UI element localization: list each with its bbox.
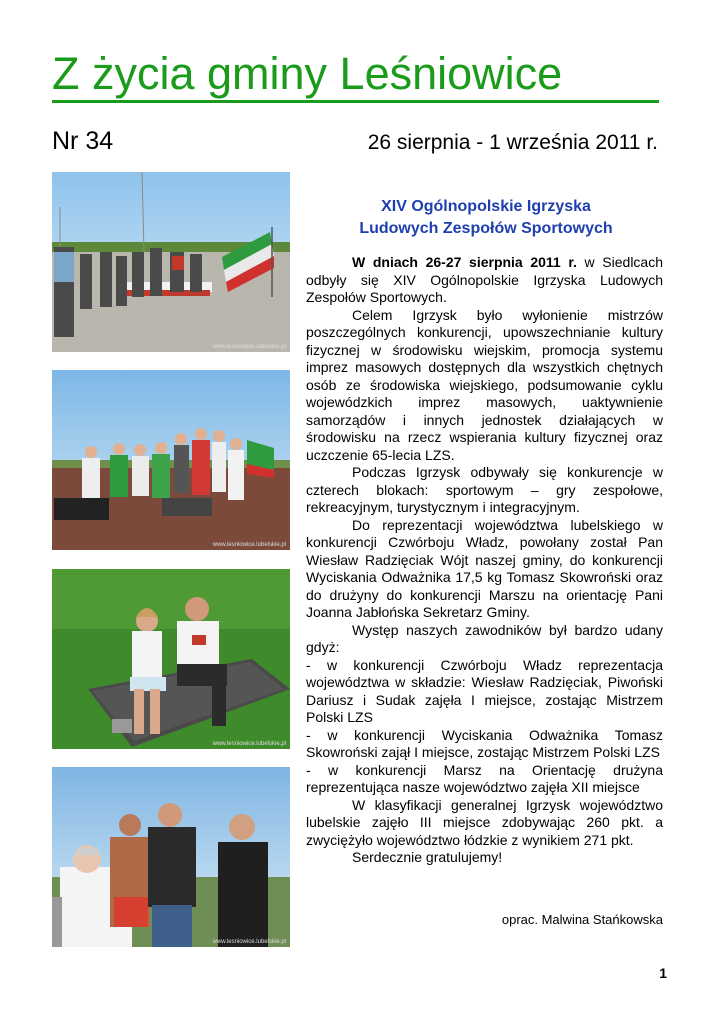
paragraph-representatives: Do reprezentacji województwa lubelskiego w konkurencji Czwórboju Władz, powołany został Pan Wiesław Radzięciak Wójt naszej gminy, do konkurencji Wyciskania Odważnika 17,5 kg Tomasz Skowroński oraz do drużyny do konkurencji Marszu na orientację Pani Joanna Jabłońska Sekretarz Gminy. [306,516,663,620]
paragraph-performance: Występ naszych zawodników był bardzo udany gdyż: [306,621,663,655]
photo-watermark: www.lesniowice.lubelskie.pl [212,741,286,747]
intro-text: w Siedlcach odbyły się XIV Ogólnopolskie Igrzyska Ludowych Zespołów Sportowych. [306,254,663,305]
issue-dates: 26 sierpnia - 1 września 2011 r. [367,131,658,154]
article-body [306,254,663,867]
photo-watermark: www.lesniowice.lubelskie.pl [212,344,286,350]
paragraph-blocks: Podczas Igrzysk odbywały się konkurencje w czterech blokach: sportowym – gry zespołowe, rekreacyjnym, turystycznym i integracyjnym. [306,464,663,515]
photo-award-ceremony [52,172,290,352]
photo-watermark: www.lesniowice.lubelskie.pl [212,939,286,945]
article-title-line-1: XIV Ogólnopolskie Igrzyska [381,198,591,215]
result-item: - w konkurencji Czwórboju Władz reprezentacja województwa w składzie: Wiesław Radzięciak, Piwoński Dariusz i Sudak zajęła I miejsce, zostając Mistrzem Polski LZS [306,656,663,725]
result-item: - w konkurencji Marsz na Orientację drużyna reprezentująca nasze województwo zajęła XII miejsce [306,761,663,795]
title-underline [52,100,659,103]
photo-medal-handshake [52,767,290,947]
article-title [306,196,666,240]
result-item: - w konkurencji Wyciskania Odważnika Tomasz Skowroński zajął I miejsce, zostając Mistrzem Polski LZS [306,726,663,760]
paragraph-congratulations: Serdecznie gratulujemy! [352,849,503,865]
photo-group-men [52,370,290,550]
article-title-line-2: Ludowych Zespołów Sportowych [359,220,613,237]
issue-number: Nr 34 [52,127,114,155]
article-author: oprac. Malwina Stańkowska [501,912,663,927]
newsletter-title: Z życia gminy Leśniowice [52,48,563,99]
article-intro [306,254,663,307]
photo-athletes-on-mat [52,569,290,749]
paragraph-general-classification: W klasyfikacji generalnej Igrzysk województwo lubelskie zajęło III miejsce zdobywając 260 pkt. a zwyciężyło województwo łódzkie z wynikiem 271 pkt. [306,796,663,848]
photo-watermark: www.lesniowice.lubelskie.pl [212,542,286,548]
page-number: 1 [659,965,667,981]
intro-date-bold: W dniach 26-27 sierpnia 2011 r. [352,254,577,270]
paragraph-goals: Celem Igrzysk było wyłonienie mistrzów poszczególnych konkurencji, upowszechnianie kultury fizycznej w środowisku wiejskim, promocja systemu imprez masowych dostępnych dla wszystkich chętnych osób ze środowiska wiejskiego, podsumowanie cyklu wojewódzkich imprez masowych, uaktywnienie samorządów i innych jednostek działających w środowisku na rzecz wspierania kultury fizycznej oraz uczczenie 65-lecia LZS. [306,306,663,463]
